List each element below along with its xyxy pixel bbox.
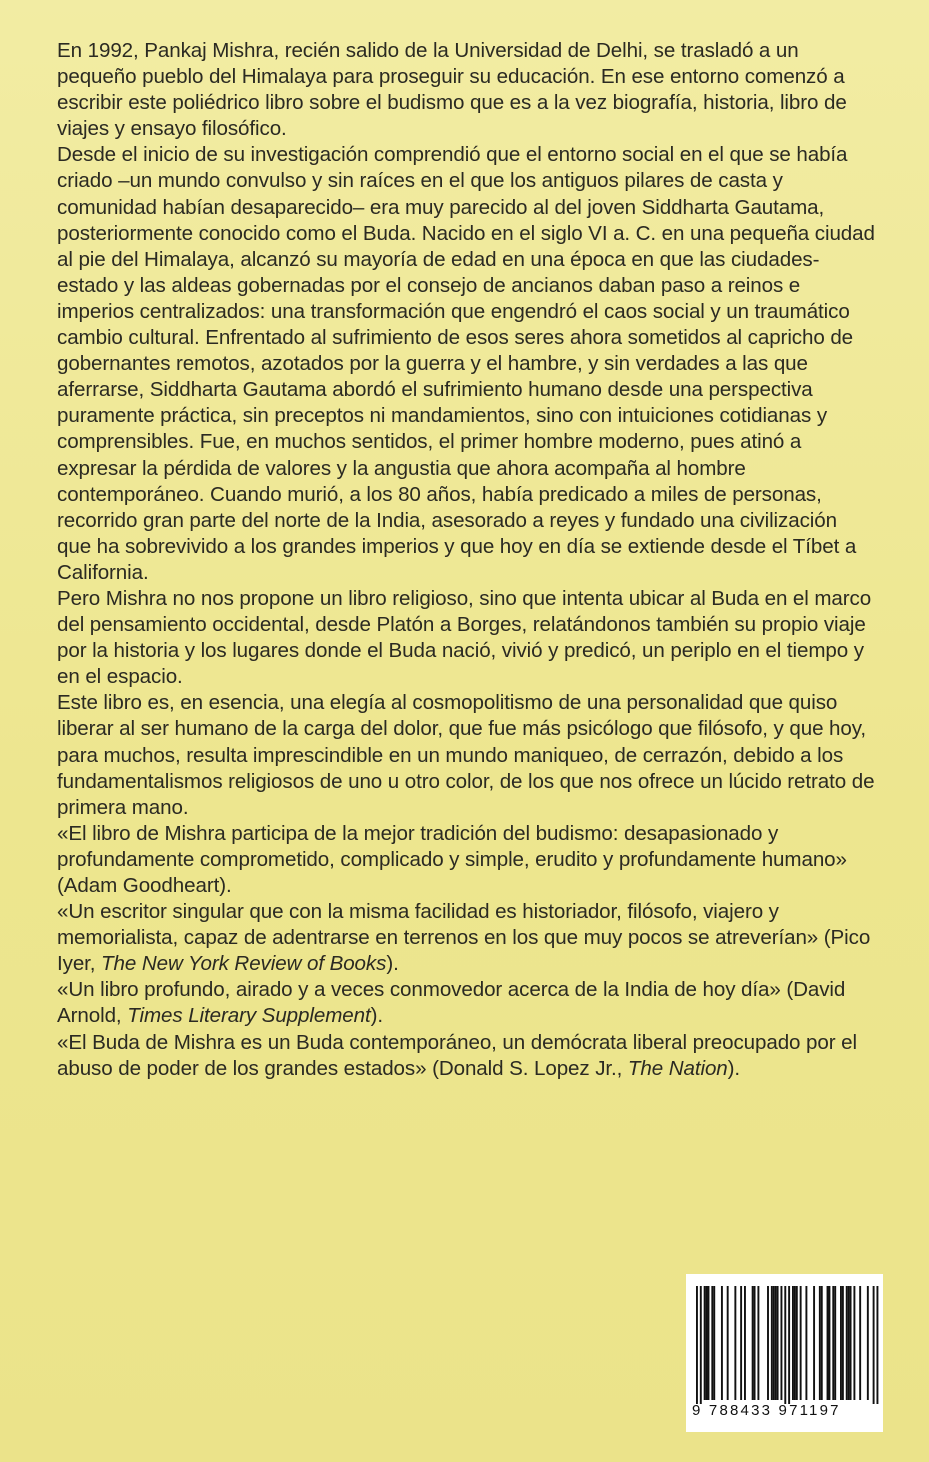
barcode-bar — [796, 1286, 798, 1400]
barcode-bar — [832, 1286, 834, 1400]
review-quote-text: «Un libro profundo, airado y a veces conmovedor acerca de la India de hoy día» (David Arnold, — [57, 978, 846, 1028]
barcode-bar — [711, 1286, 713, 1400]
barcode-bar — [775, 1286, 777, 1400]
barcode-bars — [686, 1274, 883, 1404]
barcode-bar — [859, 1286, 861, 1400]
review-quote-iyer — [57, 899, 875, 977]
barcode-bar — [780, 1286, 782, 1400]
barcode-bar — [734, 1286, 736, 1400]
barcode-bar — [696, 1286, 698, 1404]
barcode-bar — [744, 1286, 746, 1400]
review-quote-lopez — [57, 1030, 875, 1082]
barcode-bar — [819, 1286, 821, 1400]
barcode-bar — [721, 1286, 723, 1400]
blurb-paragraph-3: Pero Mishra no nos propone un libro religioso, sino que intenta ubicar al Buda en el marco del pensamiento occidental, desde Platón a Borges, relatándonos también su propio viaje por la historia y los lugares donde el Buda nació, vivió y predicó, un periplo en el tiempo y en el espacio. — [57, 586, 872, 689]
review-source-publication: The New York Review of Books — [101, 952, 387, 976]
review-quote-suffix: ). — [727, 1056, 741, 1080]
barcode-bar — [846, 1286, 848, 1400]
blurb-text — [57, 38, 875, 1082]
barcode-bar — [853, 1286, 855, 1400]
barcode-bar — [708, 1286, 710, 1400]
barcode-bar — [873, 1286, 875, 1404]
review-quote-goodheart — [57, 821, 875, 899]
barcode-bar — [867, 1286, 869, 1400]
barcode-bar — [752, 1286, 754, 1400]
barcode-bar — [767, 1286, 769, 1400]
review-quote-text: «El Buda de Mishra es un Buda contemporáneo, un demócrata liberal preocupado por el abuso de poder de los grandes estados» (Donald S. Lopez Jr., — [57, 1030, 857, 1080]
review-quote-suffix: ). — [370, 1004, 383, 1028]
barcode-bar — [777, 1286, 779, 1400]
barcode-bar — [700, 1286, 702, 1404]
review-quote-suffix: ). — [386, 952, 399, 976]
barcode-bar — [800, 1286, 802, 1400]
barcode-bar — [848, 1286, 850, 1400]
barcode-bar — [840, 1286, 842, 1400]
review-source-publication: The Nation — [627, 1056, 728, 1080]
barcode-bar — [754, 1286, 756, 1400]
blurb-paragraph-1: En 1992, Pankaj Mishra, recién salido de la Universidad de Delhi, se trasladó a un pequeño pueblo del Himalaya para proseguir su educación. En ese entorno comenzó a escribir este poliédrico libro sobre el budismo que es a la vez biografía, historia, libro de viajes y ensayo filosófico. — [57, 39, 847, 141]
barcode-bar — [788, 1286, 790, 1404]
blurb-paragraph-2: Desde el inicio de su investigación comprendió que el entorno social en el que se había criado –un mundo convulso y sin raíces en el que los antiguos pilares de casta y comunidad habían desaparecido– era muy parecido al del joven Siddharta Gautama, posteriormente conocido como el Buda. Nacido en el siglo VI a. C. en una pequeña ciudad al pie del Himalaya, alcanzó su mayoría de edad en una época en que las ciudades-estado y las aldeas gobernadas por el consejo de ancianos daban paso a reinos e imperios centralizados: una transformación que engendró el caos social y un traumático cambio cultural. Enfrentado al sufrimiento de esos seres ahora sometidos al capricho de gobernantes remotos, azotados por la guerra y el hambre, y sin verdades a las que aferrarse, Siddharta Gautama abordó el sufrimiento humano desde una perspectiva puramente práctica, sin preceptos ni mandamientos, sino con intuiciones cotidianas y comprensibles. Fue, en muchos sentidos, el primer hombre moderno, pues atinó a expresar la pérdida de valores y la angustia que ahora acompaña al hombre contemporáneo. Cuando murió, a los 80 años, había predicado a miles de personas, recorrido gran parte del norte de la India, asesorado a reyes y fundado una civilización que ha sobrevivido a los grandes imperios y que hoy en día se extiende desde el Tíbet a California. — [57, 143, 875, 584]
barcode-bar — [834, 1286, 836, 1400]
review-source-publication: Times Literary Supplement — [127, 1004, 371, 1028]
barcode-bar — [727, 1286, 729, 1400]
barcode-bar — [792, 1286, 794, 1400]
barcode-bar — [771, 1286, 773, 1400]
barcode-bar — [706, 1286, 708, 1400]
barcode-bar — [773, 1286, 775, 1400]
review-quote-text: «Un escritor singular que con la misma facilidad es historiador, filósofo, viajero y memorialista, capaz de adentrarse en terrenos en los que muy pocos se atreverían» (Pico Iyer, — [57, 900, 871, 976]
barcode-bar — [850, 1286, 852, 1400]
barcode-bar — [827, 1286, 829, 1400]
barcode-bar — [740, 1286, 742, 1400]
isbn-barcode — [686, 1274, 883, 1432]
barcode-bar — [842, 1286, 844, 1400]
blurb-paragraph-4: Este libro es, en esencia, una elegía al cosmopolitismo de una personalidad que quiso liberar al ser humano de la carga del dolor, que fue más psicólogo que filósofo, y que hoy, para muchos, resulta imprescindible en un mundo maniqueo, de cerrazón, debido a los fundamentalismos religiosos de uno u otro color, de los que nos ofrece un lúcido retrato de primera mano. — [57, 691, 875, 819]
barcode-bar — [757, 1286, 759, 1400]
isbn-digits: 9 788433 971197 — [692, 1402, 841, 1419]
barcode-bar — [713, 1286, 715, 1400]
review-quote-text: «El libro de Mishra participa de la mejor tradición del budismo: desapasionado y profundamente comprometido, complicado y simple, erudito y profundamente humano» (Adam Goodheart). — [57, 821, 847, 897]
barcode-bar — [805, 1286, 807, 1400]
barcode-bar — [876, 1286, 878, 1404]
barcode-bar — [704, 1286, 706, 1400]
review-quote-arnold — [57, 977, 875, 1029]
barcode-bar — [821, 1286, 823, 1400]
barcode-bar — [784, 1286, 786, 1404]
barcode-bar — [794, 1286, 796, 1400]
barcode-bar — [813, 1286, 815, 1400]
barcode-bar — [828, 1286, 830, 1400]
